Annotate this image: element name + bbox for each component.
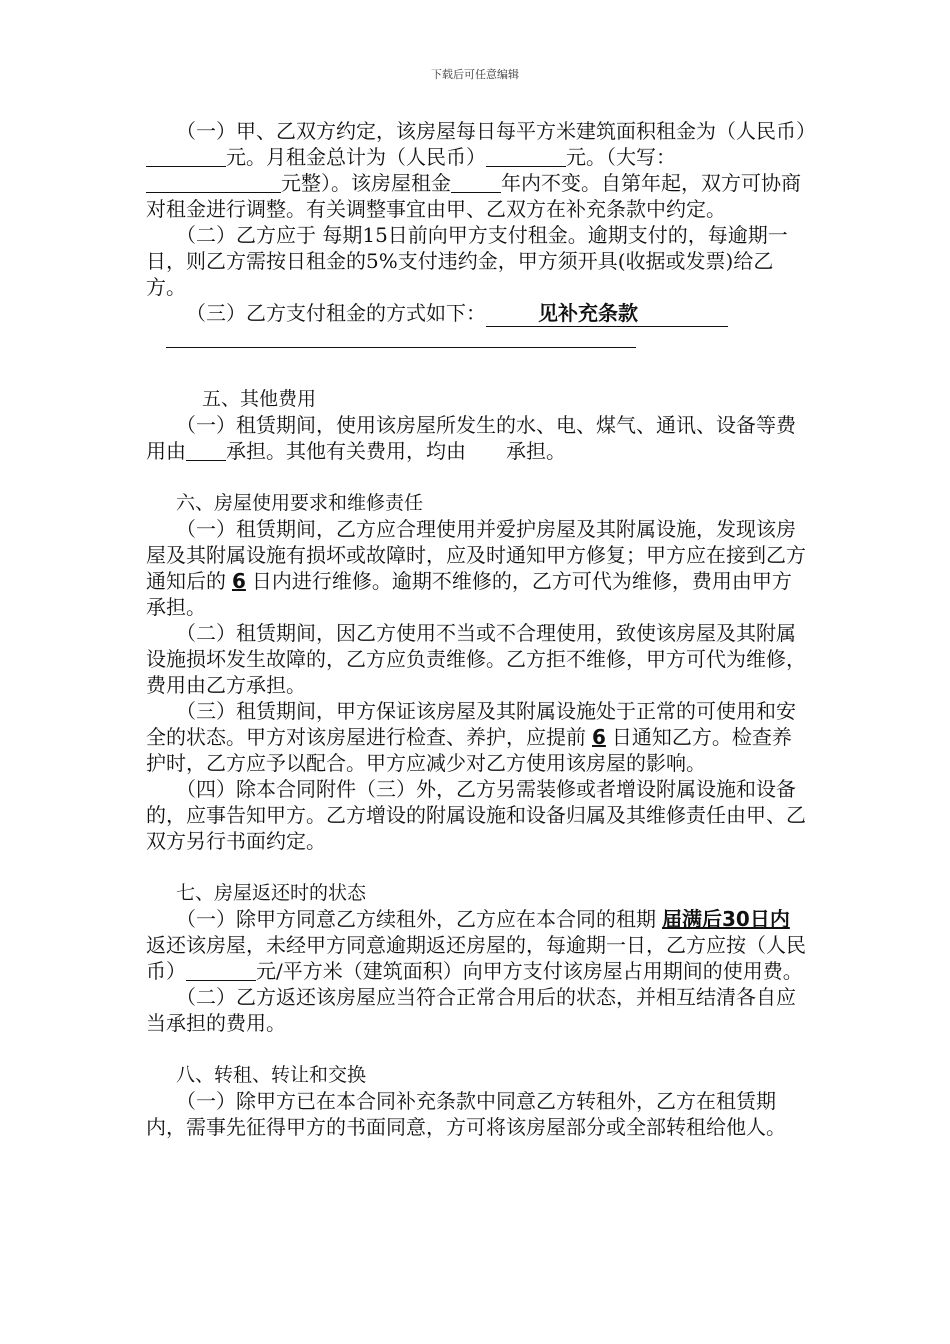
section-6-title: 六、房屋使用要求和维修责任 <box>176 492 424 514</box>
payment-method-value: 见补充条款 <box>486 300 728 327</box>
maintenance-clause-1 <box>146 516 806 620</box>
return-clause-1 <box>146 906 806 984</box>
text: 承担。 <box>506 439 566 463</box>
text: 年起，双方可协商对租金进行调整。有关调整事宜由甲、乙双方在补充条款中约定。 <box>146 171 801 221</box>
page-header: 下载后可任意编辑 <box>431 68 519 81</box>
other-fees-clause-1 <box>146 412 806 464</box>
rent-clause-1 <box>146 118 816 222</box>
text: （三）租赁期间，甲方保证该房屋及其附属设施处于正常的可使用和安全的状态。甲方对该房屋进行检查、养护，应提前 <box>146 699 796 749</box>
blank-field <box>186 440 226 461</box>
text: 承担。其他有关费用，均由 <box>226 439 466 463</box>
sublease-clause-1: （一）除甲方已在本合同补充条款中同意乙方转租外，乙方在租赁期内，需事先征得甲方的书面同意，方可将该房屋部分或全部转租给他人。 <box>146 1089 786 1139</box>
text: 元。月租金总计为（人民币） <box>226 145 486 169</box>
blank-field <box>146 146 226 167</box>
blank-field <box>186 960 256 981</box>
section-7-title: 七、房屋返还时的状态 <box>176 882 367 904</box>
section-8-title: 八、转租、转让和交换 <box>176 1064 367 1086</box>
repair-days-value: 6 <box>232 569 246 593</box>
text: （一）租赁期间，使用该房屋所发生的水、电、煤气、通讯、设备等费用由 <box>146 413 796 463</box>
blank-field <box>486 146 566 167</box>
text: （一）除甲方同意乙方续租外，乙方应在本合同的租期 <box>176 907 656 931</box>
rent-clause-3 <box>146 300 806 327</box>
text: （一）租赁期间，乙方应合理使用并爱护房屋及其附属设施，发现该房屋及其附属设施有损坏或故障时，应及时通知甲方修复；甲方应在接到乙方通知后的 <box>146 517 806 593</box>
text: （一）甲、乙双方约定，该房屋每日每平方米建筑面积租金为（人民币） <box>176 119 816 143</box>
text: 元。（大写： <box>566 145 676 169</box>
text: 元整）。该房屋租金 <box>281 171 451 195</box>
blank-line <box>166 327 636 348</box>
text: 元/平方米（建筑面积）向甲方支付该房屋占用期间的使用费。 <box>256 959 803 983</box>
text: 年内不变。自第 <box>501 171 641 195</box>
maintenance-clause-4: （四）除本合同附件（三）外，乙方另需装修或者增设附属设施和设备的，应事告知甲方。乙方增设的附属设施和设备归属及其维修责任由甲、乙双方另行书面约定。 <box>146 777 806 853</box>
maintenance-clause-3 <box>146 698 806 776</box>
text: 返还该房屋，未经甲方同意逾期返还房屋的，每逾期一日，乙方应按（人民币） <box>146 933 806 983</box>
section-5-title: 五、其他费用 <box>202 388 317 410</box>
blank-field <box>451 172 501 193</box>
text: 日内进行维修。逾期不维修的，乙方可代为维修，费用由甲方承担。 <box>146 569 792 619</box>
text: （三）乙方支付租金的方式如下： <box>186 301 486 325</box>
return-term-value: 届满后30日内 <box>662 907 790 931</box>
return-clause-2: （二）乙方返还该房屋应当符合正常合用后的状态，并相互结清各自应当承担的费用。 <box>146 985 796 1035</box>
maintenance-clause-2: （二）租赁期间，因乙方使用不当或不合理使用，致使该房屋及其附属设施损坏发生故障的，乙方应负责维修。乙方拒不维修，甲方可代为维修，费用由乙方承担。 <box>146 621 806 697</box>
document-body <box>146 118 816 1140</box>
notice-days-value: 6 <box>592 725 606 749</box>
text: 日通知乙方。检查养护时，乙方应予以配合。甲方应减少对乙方使用该房屋的影响。 <box>146 725 792 775</box>
rent-clause-2: （二）乙方应于 每期15日前向甲方支付租金。逾期支付的，每逾期一日，则乙方需按日租金的5%支付违约金，甲方须开具(收据或发票)给乙方。 <box>146 223 788 299</box>
blank-field <box>146 172 281 193</box>
